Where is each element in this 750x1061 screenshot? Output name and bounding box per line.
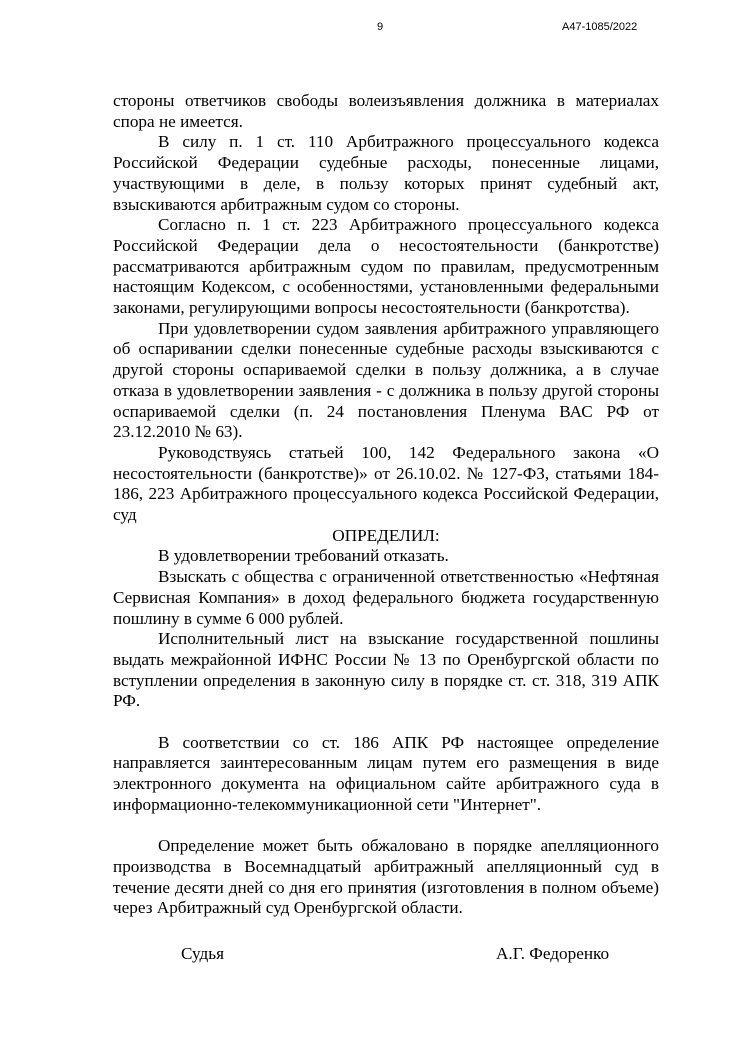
ruling-heading: ОПРЕДЕЛИЛ:: [332, 525, 440, 545]
paragraph-1: стороны ответчиков свободы волеизъявления должника в материалах спора не имеется.: [113, 91, 659, 131]
paragraph-4: При удовлетворении судом заявления арбитражного управляющего об оспаривании сделки понесенные судебные расходы взыскиваются с другой стороны оспариваемой сделки в пользу должника, а в случае отказа в удовлетворении заявления - с должника в пользу другой стороны оспариваемой сделки (п. 24 постановления Пленума ВАС РФ от 23.12.2010 № 63).: [113, 318, 659, 442]
page-number: 9: [377, 21, 384, 33]
paragraph-10: Определение может быть обжаловано в порядке апелляционного производства в Восемнадцатый арбитражный апелляционный суд в течение десяти дней со дня его принятия (изготовления в полном объеме) через Арбитражный суд Оренбургской области.: [113, 836, 659, 918]
paragraph-3: Согласно п. 1 ст. 223 Арбитражного процессуального кодекса Российской Федерации дела о несостоятельности (банкротстве) рассматриваются арбитражным судом по правилам, предусмотренным настоящим Кодексом, с особенностями, установленными федеральными законами, регулирующими вопросы несостоятельности (банкротства).: [113, 215, 659, 318]
paragraph-2: В силу п. 1 ст. 110 Арбитражного процессуального кодекса Российской Федерации судебные расходы, понесенные лицами, участвующими в деле, в пользу которых принят судебный акт, взыскиваются арбитражным судом со стороны.: [113, 132, 659, 214]
document-body: [113, 91, 659, 919]
case-number: А47-1085/2022: [562, 21, 638, 33]
paragraph-7: Взыскать с общества с ограниченной ответственностью «Нефтяная Сервисная Компания» в доход федерального бюджета государственную пошлину в сумме 6 000 рублей.: [113, 567, 659, 628]
paragraph-9: В соответствии со ст. 186 АПК РФ настоящее определение направляется заинтересованным лицам путем его размещения в виде электронного документа на официальном сайте арбитражного суда в информационно-телекоммуникационной сети "Интернет".: [113, 732, 659, 814]
signature-name: А.Г. Федоренко: [496, 944, 610, 963]
paragraph-5: Руководствуясь статьей 100, 142 Федерального закона «О несостоятельности (банкротстве)» от 26.10.02. № 127-ФЗ, статьями 184-186, 223 Арбитражного процессуального кодекса Российской Федерации, суд: [113, 442, 659, 525]
paragraph-8: Исполнительный лист на взыскание государственной пошлины выдать межрайонной ИФНС России № 13 по Оренбургской области по вступлении определения в законную силу в порядке ст. ст. 318, 319 АПК РФ.: [113, 629, 659, 711]
paragraph-6: В удовлетворении требований отказать.: [158, 546, 449, 566]
signature-role: Судья: [181, 944, 225, 963]
